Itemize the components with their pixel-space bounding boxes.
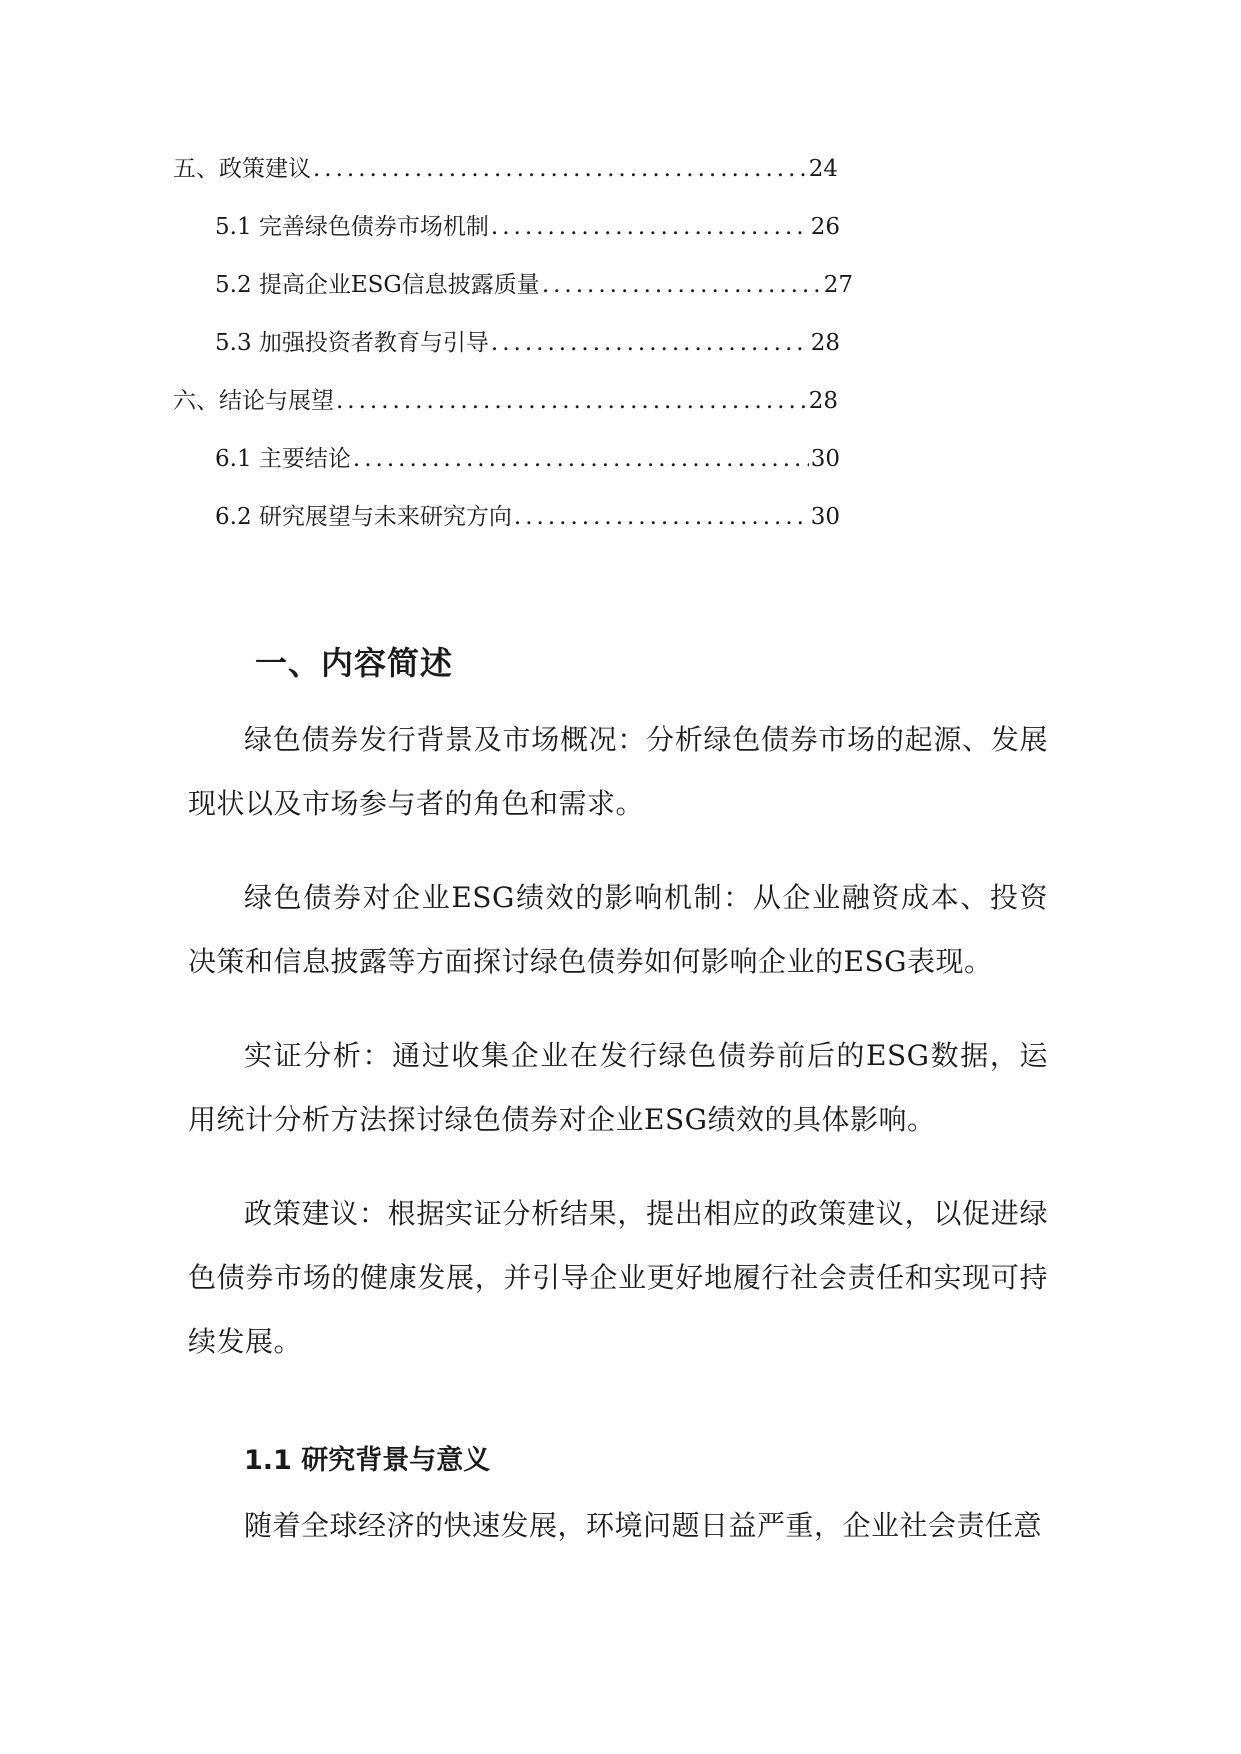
paragraph: 绿色债券对企业ESG绩效的影响机制：从企业融资成本、投资决策和信息披露等方面探讨绿色债券如何影响企业的ESG表现。: [188, 881, 1048, 978]
toc-page-number: 26: [810, 214, 840, 240]
toc-page-number: 28: [808, 388, 838, 414]
section-heading: 一、内容简述: [255, 644, 454, 682]
toc-leader-dots: [313, 156, 807, 182]
toc-entry-label: 五、政策建议: [173, 156, 311, 182]
toc-page-number: 27: [823, 272, 853, 298]
toc-page-number: 24: [808, 156, 838, 182]
toc-leader-dots: [336, 388, 807, 414]
toc-entry-label: 5.2 提高企业ESG信息披露质量: [215, 272, 540, 298]
toc-entry-label: 6.2 研究展望与未来研究方向: [215, 504, 512, 530]
toc-leader-dots: [514, 504, 809, 530]
toc-entry-label: 5.3 加强投资者教育与引导: [215, 330, 489, 356]
paragraph: 政策建议：根据实证分析结果，提出相应的政策建议，以促进绿色债券市场的健康发展，并引导企业更好地履行社会责任和实现可持续发展。: [188, 1197, 1048, 1358]
toc-entry[interactable]: [215, 208, 840, 244]
toc-entry-label: 5.1 完善绿色债券市场机制: [215, 214, 489, 240]
toc-leader-dots: [491, 330, 809, 356]
toc-entry-label: 6.1 主要结论: [215, 446, 351, 472]
toc-entry[interactable]: [215, 266, 853, 302]
toc-entry[interactable]: [215, 440, 840, 476]
paragraph: 实证分析：通过收集企业在发行绿色债券前后的ESG数据，运用统计分析方法探讨绿色债券对企业ESG绩效的具体影响。: [188, 1039, 1048, 1136]
toc-entry[interactable]: [215, 324, 840, 360]
toc-page-number: 28: [810, 330, 840, 356]
toc-leader-dots: [542, 272, 822, 298]
toc-entry-label: 六、结论与展望: [173, 388, 334, 414]
toc-leader-dots: [353, 446, 809, 472]
paragraph: 绿色债券发行背景及市场概况：分析绿色债券市场的起源、发展现状以及市场参与者的角色和需求。: [188, 723, 1048, 820]
toc-page-number: 30: [810, 504, 840, 530]
toc-entry[interactable]: [215, 498, 840, 534]
toc-entry[interactable]: [173, 150, 838, 186]
toc-entry[interactable]: [173, 382, 838, 418]
subsection-heading: 1.1 研究背景与意义: [244, 1445, 491, 1476]
toc-page-number: 30: [810, 446, 840, 472]
paragraph: 随着全球经济的快速发展，环境问题日益严重，企业社会责任意: [244, 1509, 1043, 1542]
toc-leader-dots: [491, 214, 809, 240]
